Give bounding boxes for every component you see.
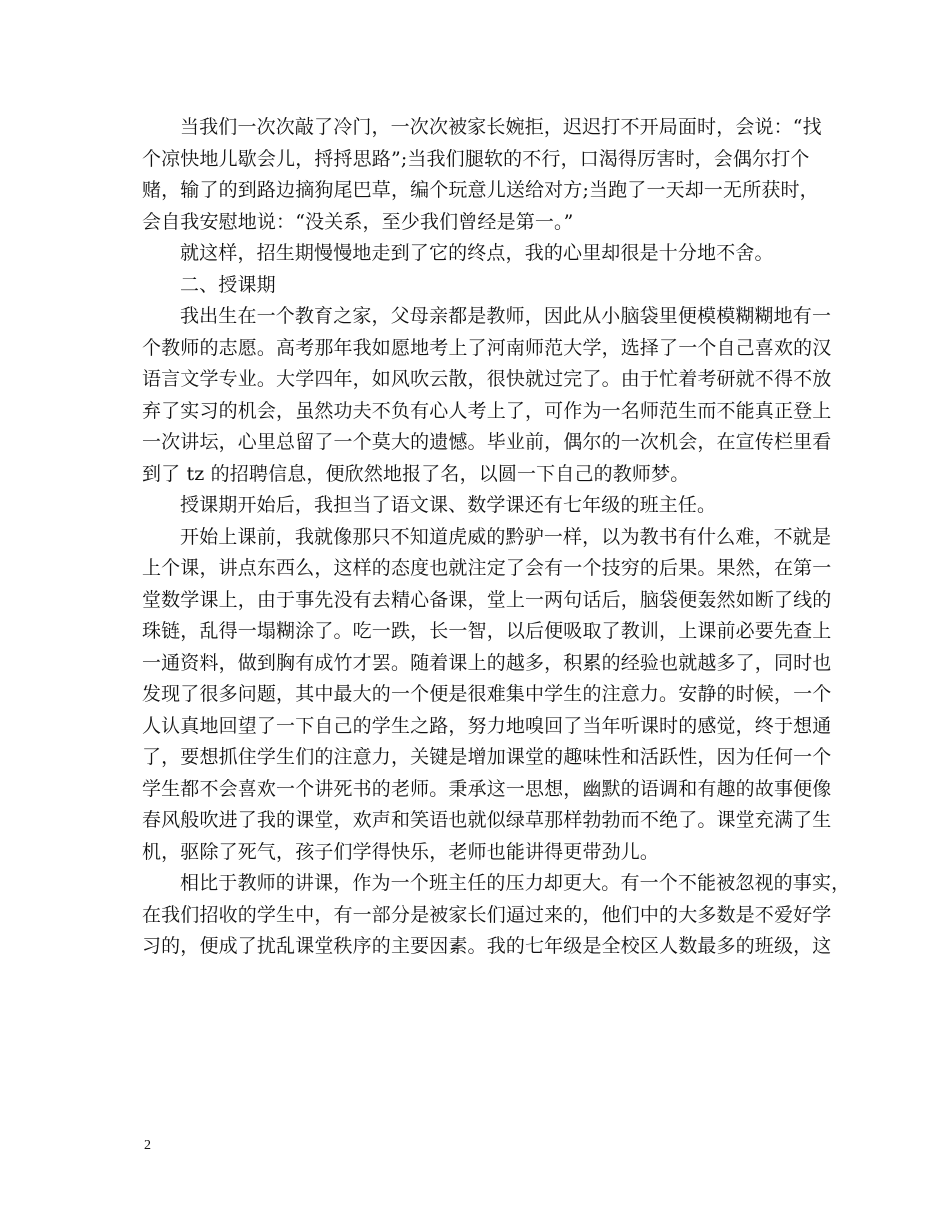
paragraph-recruiting-end [142,238,817,270]
text-line: 人认真地回望了一下自己的学生之路，努力地嗅回了当年听课时的感觉，终于想通 [142,714,832,737]
text-line: 了，要想抓住学生们的注意力，关键是增加课堂的趣味性和活跃性，因为任何一个 [142,746,832,768]
paragraph-class-experience [142,522,832,869]
section-heading: 二、授课期 [180,273,276,296]
text-line: 堂数学课上，由于事先没有去精心备课，堂上一两句话后，脑袋便轰然如断了线的 [142,588,832,611]
text-line: 在我们招收的学生中，有一部分是被家长们逼过来的，他们中的大多数是不爱好学 [142,903,832,926]
text-line: 当我们一次次敲了冷门，一次次被家长婉拒，迟迟打不开局面时，会说：“找 [180,116,822,138]
text-line: 个教师的志愿。高考那年我如愿地考上了河南师范大学，选择了一个自己喜欢的汉 [142,336,832,359]
text-line: 一次讲坛，心里总留了一个莫大的遗憾。毕业前，偶尔的一次机会，在宣传栏里看 [142,431,832,453]
text-line: 个凉快地儿歇会儿，捋捋思路”;当我们腿软的不行，口渴得厉害时，会偶尔打个 [142,147,810,170]
text-line: 语言文学专业。大学四年，如风吹云散，很快就过完了。由于忙着考研就不得不放 [142,368,832,390]
text-line: 开始上课前，我就像那只不知道虎威的黔驴一样，以为教书有什么难，不就是 [180,525,832,548]
text-line: 到了 tz 的招聘信息，便欣然地报了名，以圆一下自己的教师梦。 [142,462,690,485]
text-line: 上个课，讲点东西么，这样的态度也就注定了会有一个技穷的后果。果然，在第一 [142,557,832,579]
text-line: 赌，输了的到路边摘狗尾巴草，编个玩意儿送给对方;当跑了一天却一无所获时， [142,179,819,201]
text-line: 就这样，招生期慢慢地走到了它的终点，我的心里却很是十分地不舍。 [180,242,774,264]
text-line: 珠链，乱得一塌糊涂了。吃一跌，长一智，以后便吸取了教训，上课前必要先查上 [142,620,832,642]
text-line: 习的，便成了扰乱课堂秩序的主要因素。我的七年级是全校区人数最多的班级，这 [142,935,832,957]
paragraph-head-teacher-pressure [142,868,851,963]
text-line: 授课期开始后，我担当了语文课、数学课还有七年级的班主任。 [180,494,717,516]
text-line: 机，驱除了死气，孩子们学得快乐，老师也能讲得更带劲儿。 [142,840,660,863]
section-heading-teaching-period [142,270,817,302]
document-body [142,112,851,963]
text-line: 会自我安慰地说：“没关系，至少我们曾经是第一。” [142,210,574,233]
page-number: 2 [144,1138,151,1153]
text-line: 我出生在一个教育之家，父母亲都是教师，因此从小脑袋里便模模糊糊地有一 [180,305,832,327]
paragraph-background [142,301,832,490]
text-line: 弃了实习的机会，虽然功夫不负有心人考上了，可作为一名师范生而不能真正登上 [142,399,832,422]
text-line: 学生都不会喜欢一个讲死书的老师。秉承这一思想，幽默的语调和有趣的故事便像 [142,777,832,800]
paragraph-teaching-assignment [142,490,817,522]
text-line: 春风般吹进了我的课堂，欢声和笑语也就似绿草那样勃勃而不绝了。课堂充满了生 [142,809,832,831]
text-line: 发现了很多问题，其中最大的一个便是很难集中学生的注意力。安静的时候，一个 [142,683,832,705]
text-line: 一通资料，做到胸有成竹才罢。随着课上的越多，积累的经验也就越多了，同时也 [142,651,832,674]
paragraph-recruiting-hardships [142,112,822,238]
text-line: 相比于教师的讲课，作为一个班主任的压力却更大。有一个不能被忽视的事实， [180,872,851,894]
